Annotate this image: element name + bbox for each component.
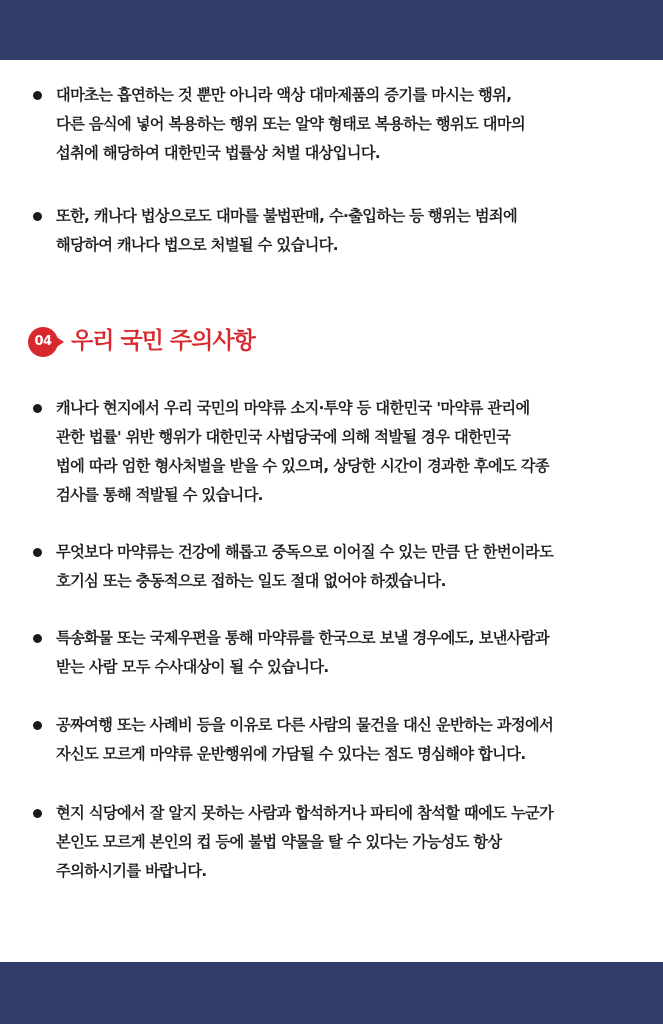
text-line: 주의하시기를 바랍니다.	[56, 862, 207, 880]
text-line: 특송화물 또는 국제우편을 통해 마약류를 한국으로 보낼 경우에도, 보낸사람과	[56, 629, 549, 647]
text-line: 호기심 또는 충동적으로 접하는 일도 절대 없어야 하겠습니다.	[56, 572, 446, 590]
text-line: 대마초는 흡연하는 것 뿐만 아니라 액상 대마제품의 증기를 마시는 행위,	[56, 86, 512, 104]
text-line: 공짜여행 또는 사례비 등을 이유로 다른 사람의 물건을 대신 운반하는 과정에서	[56, 716, 554, 734]
bullet-icon	[33, 91, 42, 100]
bullet-icon	[33, 548, 42, 557]
bullet-text	[56, 394, 648, 510]
bullet-text	[56, 799, 648, 886]
bullet-icon	[33, 721, 42, 730]
text-line: 캐나다 현지에서 우리 국민의 마약류 소지·투약 등 대한민국 '마약류 관리에	[56, 399, 530, 417]
text-line: 본인도 모르게 본인의 컵 등에 불법 약물을 탈 수 있다는 가능성도 항상	[56, 833, 502, 851]
text-line: 무엇보다 마약류는 건강에 해롭고 중독으로 이어질 수 있는 만큼 단 한번이라도	[56, 543, 554, 561]
text-line: 자신도 모르게 마약류 운반행위에 가담될 수 있다는 점도 명심해야 합니다.	[56, 745, 526, 763]
section-title: 우리 국민 주의사항	[71, 328, 255, 354]
bullet-text	[56, 202, 648, 260]
bullet-text	[56, 624, 648, 682]
bottom-banner	[0, 962, 663, 1024]
bullet-text	[56, 81, 648, 168]
text-line: 다른 음식에 넣어 복용하는 행위 또는 알약 형태로 복용하는 행위도 대마의	[56, 115, 526, 133]
top-banner	[0, 0, 663, 60]
section-number-badge: 04	[28, 327, 58, 357]
text-line: 해당하여 캐나다 법으로 처벌될 수 있습니다.	[56, 236, 338, 254]
bullet-icon	[33, 634, 42, 643]
text-line: 현지 식당에서 잘 알지 못하는 사람과 합석하거나 파티에 참석할 때에도 누군가	[56, 804, 554, 822]
arrow-right-icon	[55, 336, 64, 348]
text-line: 받는 사람 모두 수사대상이 될 수 있습니다.	[56, 658, 329, 676]
bullet-text	[56, 711, 648, 769]
bullet-text	[56, 538, 648, 596]
bullet-icon	[33, 212, 42, 221]
bullet-icon	[33, 809, 42, 818]
text-line: 법에 따라 엄한 형사처벌을 받을 수 있으며, 상당한 시간이 경과한 후에도 각종	[56, 457, 549, 475]
text-line: 또한, 캐나다 법상으로도 대마를 불법판매, 수·출입하는 등 행위는 범죄에	[56, 207, 518, 225]
bullet-icon	[33, 404, 42, 413]
text-line: 관한 법률' 위반 행위가 대한민국 사법당국에 의해 적발될 경우 대한민국	[56, 428, 511, 446]
text-line: 검사를 통해 적발될 수 있습니다.	[56, 486, 263, 504]
text-line: 섭취에 해당하여 대한민국 법률상 처벌 대상입니다.	[56, 144, 381, 162]
